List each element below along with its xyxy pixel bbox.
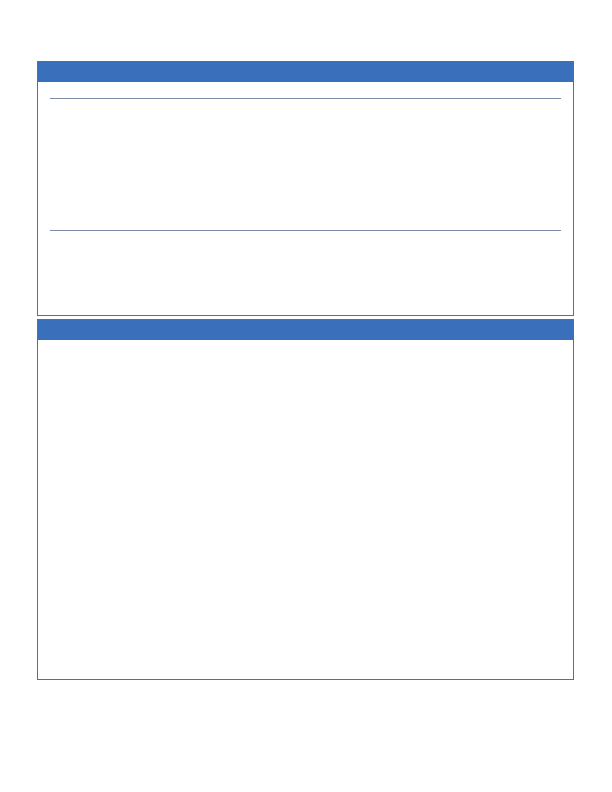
parasites-panel: [37, 61, 574, 316]
gi-map-logo: [454, 22, 534, 50]
intestinal-banner: [38, 320, 573, 340]
divider: [50, 230, 561, 231]
parasites-banner: [38, 62, 573, 82]
divider: [50, 98, 561, 99]
intestinal-health-panel: [37, 319, 574, 680]
